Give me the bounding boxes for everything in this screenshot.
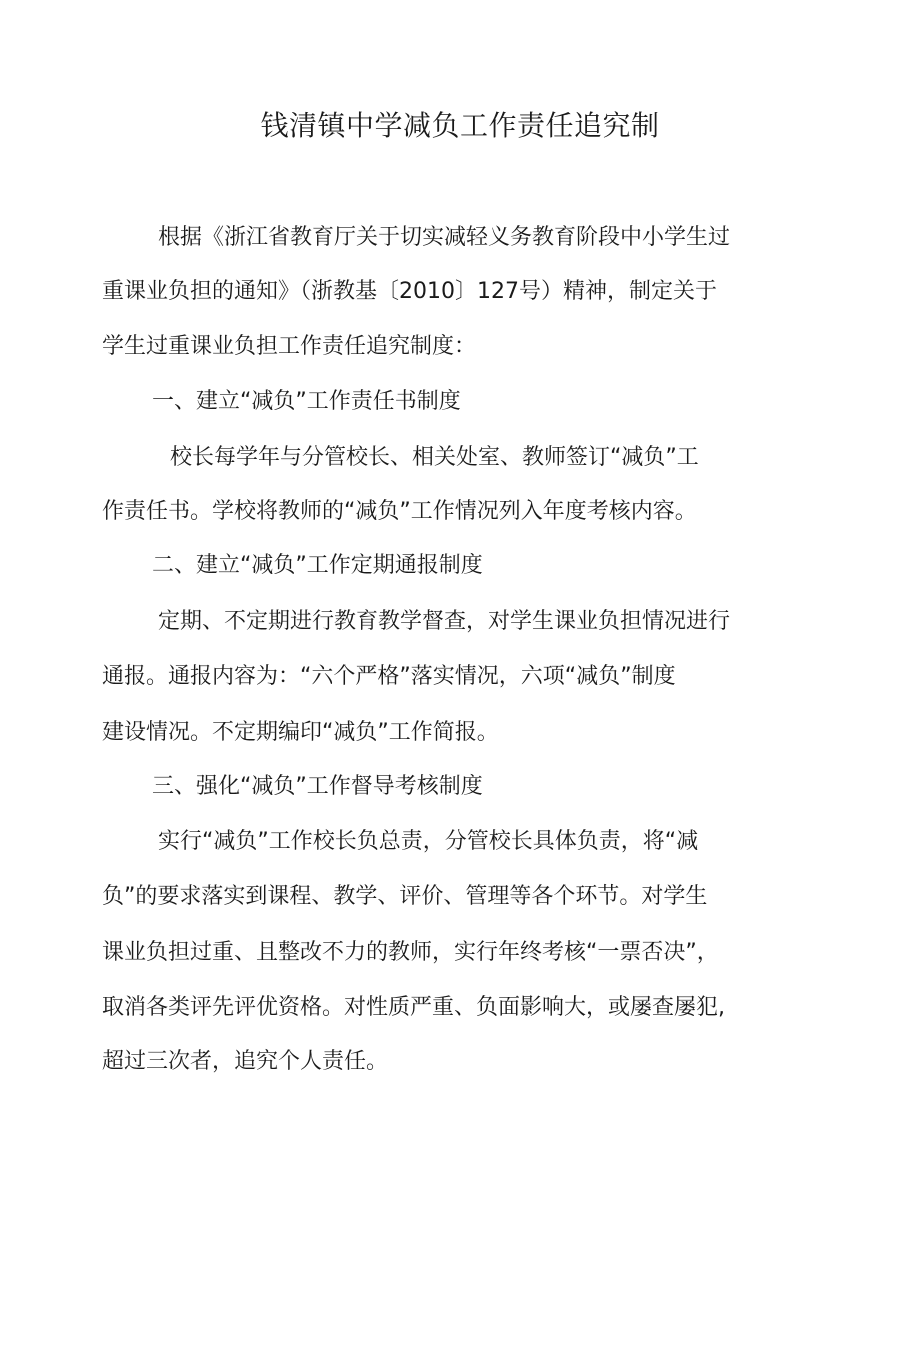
body-line: 建设情况。不定期编印“减负”工作简报。	[102, 720, 499, 745]
body-line: 通报。通报内容为：“六个严格”落实情况，六项“减负”制度	[102, 664, 676, 689]
section-heading-2: 二、建立“减负”工作定期通报制度	[152, 553, 483, 578]
section-heading-1: 一、建立“减负”工作责任书制度	[152, 389, 461, 414]
section-heading-3: 三、强化“减负”工作督导考核制度	[152, 774, 483, 799]
body-line: 负”的要求落实到课程、教学、评价、管理等各个环节。对学生	[102, 884, 708, 909]
body-line: 定期、不定期进行教育教学督查，对学生课业负担情况进行	[158, 609, 731, 634]
body-line: 根据《浙江省教育厅关于切实减轻义务教育阶段中小学生过	[158, 225, 731, 250]
body-line: 课业负担过重、且整改不力的教师，实行年终考核“一票否决”，	[102, 940, 719, 965]
body-line: 取消各类评先评优资格。对性质严重、负面影响大，或屡查屡犯,	[102, 995, 725, 1020]
body-line: 实行“减负”工作校长负总责，分管校长具体负责，将“减	[158, 829, 699, 854]
body-line: 校长每学年与分管校长、相关处室、教师签订“减负”工	[170, 445, 699, 470]
body-line: 超过三次者，追究个人责任。	[102, 1049, 389, 1074]
body-line: 学生过重课业负担工作责任追究制度：	[102, 334, 477, 359]
document-title: 钱清镇中学减负工作责任追究制	[260, 109, 660, 142]
body-line: 作责任书。学校将教师的“减负”工作情况列入年度考核内容。	[102, 499, 697, 524]
body-line: 重课业负担的通知》（浙教基〔2010〕127号）精神，制定关于	[102, 279, 717, 304]
